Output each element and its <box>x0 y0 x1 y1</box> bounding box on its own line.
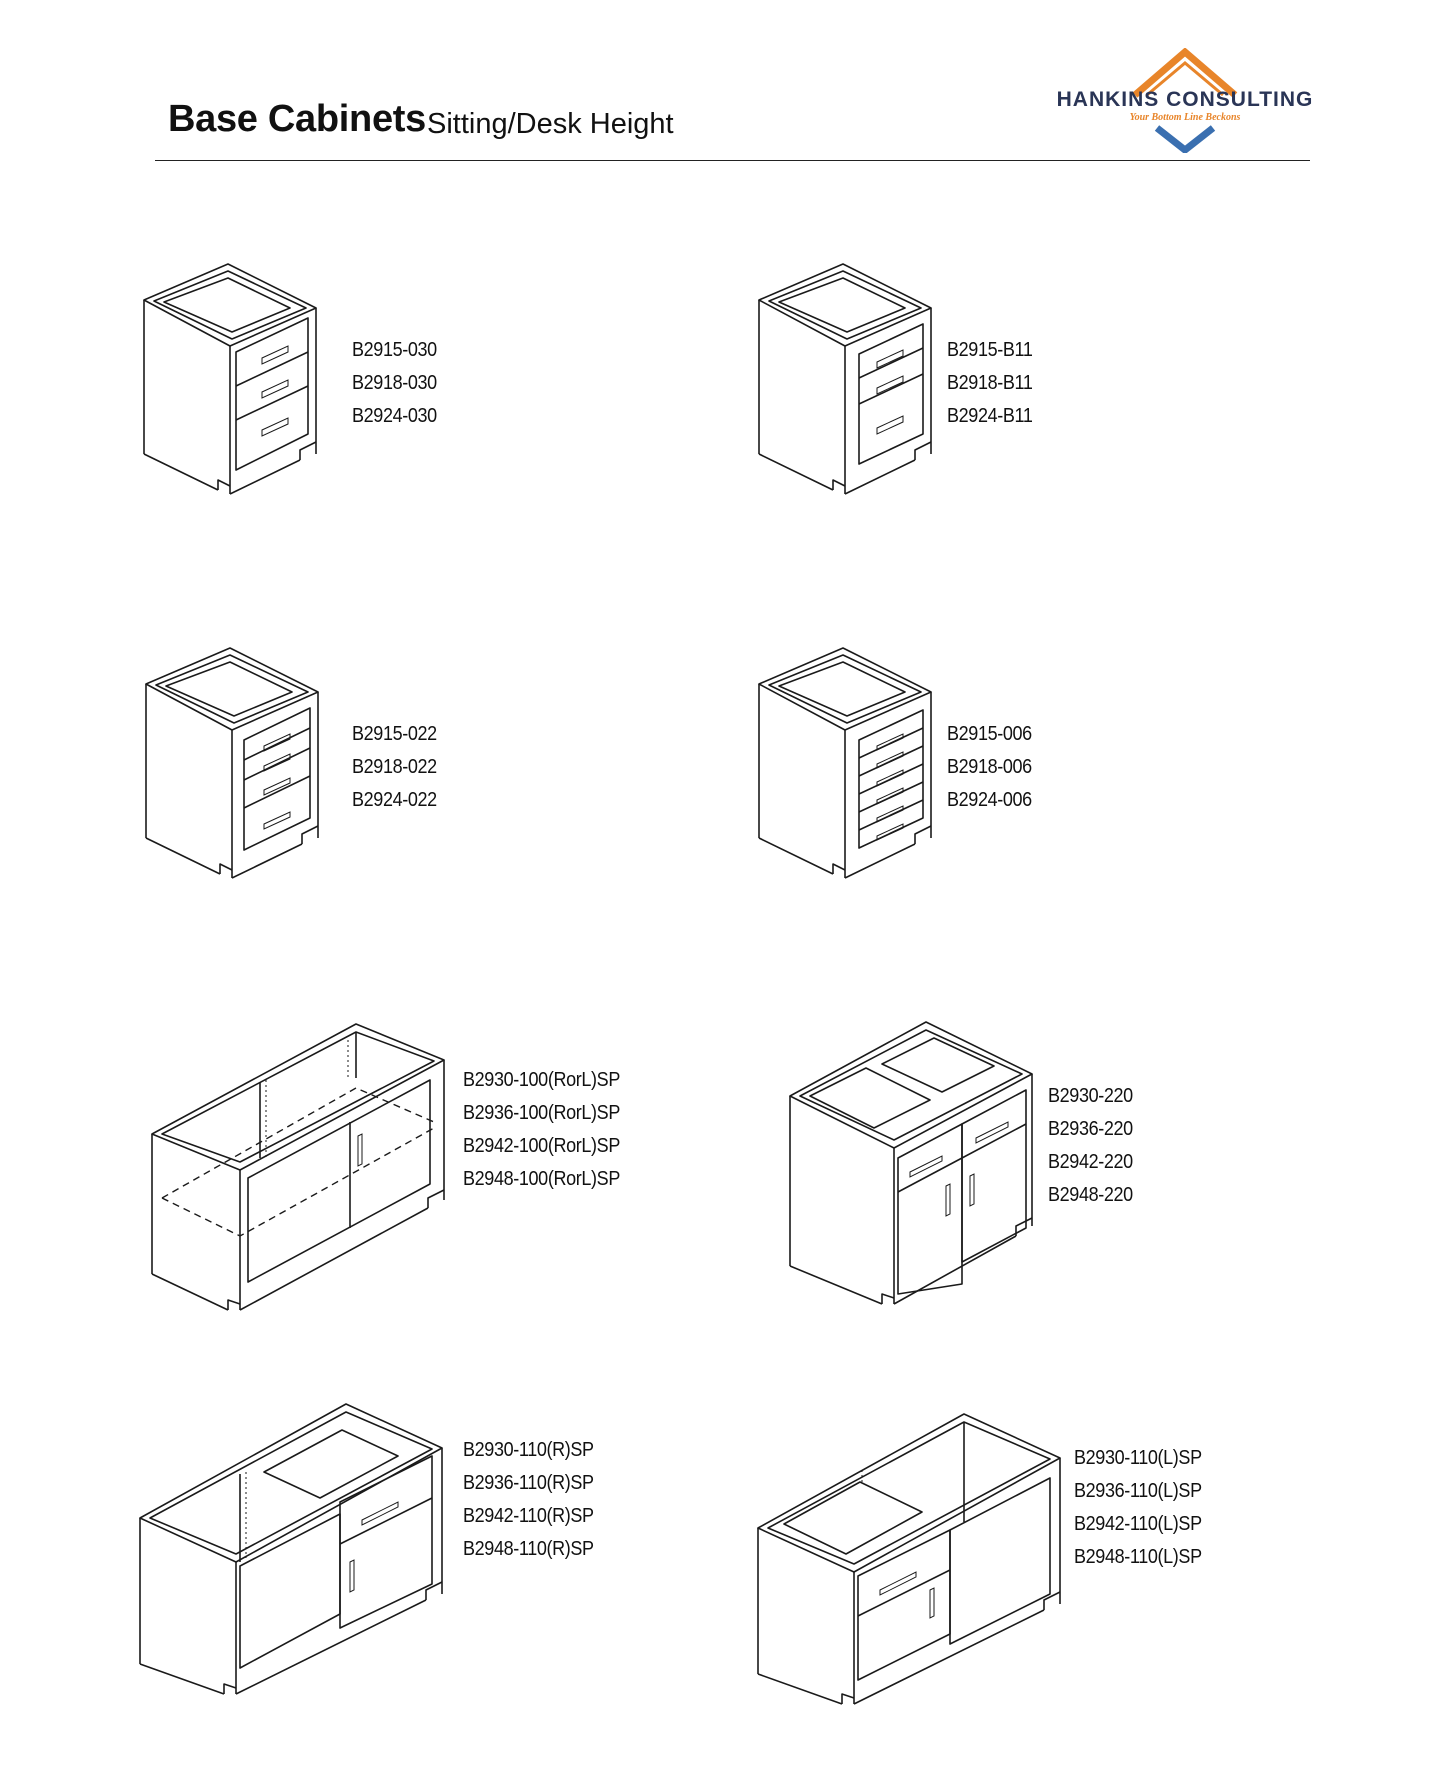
model-number: B2942-110(R)SP <box>463 1505 594 1527</box>
model-number: B2948-100(RorL)SP <box>463 1168 620 1190</box>
model-number: B2918-B11 <box>947 372 1033 394</box>
model-number: B2915-022 <box>352 723 437 745</box>
logo-tagline: Your Bottom Line Beckons <box>1129 112 1241 123</box>
model-number: B2918-006 <box>947 756 1032 778</box>
model-number: B2924-022 <box>352 789 437 811</box>
model-number: B2948-110(L)SP <box>1074 1546 1202 1568</box>
logo-name: HANKINS CONSULTING <box>1056 88 1314 111</box>
model-number: B2924-030 <box>352 405 437 427</box>
model-number: B2915-030 <box>352 339 437 361</box>
model-list <box>463 1064 637 1196</box>
cabinet-3-drawer-drawing <box>140 258 320 498</box>
cabinet-6-drawer-drawing <box>755 642 935 882</box>
model-number: B2924-006 <box>947 789 1032 811</box>
model-number: B2948-110(R)SP <box>463 1538 594 1560</box>
model-number: B2915-006 <box>947 723 1032 745</box>
header-divider <box>155 160 1310 161</box>
model-number: B2942-110(L)SP <box>1074 1513 1202 1535</box>
model-number: B2930-110(L)SP <box>1074 1447 1202 1469</box>
model-number: B2942-100(RorL)SP <box>463 1135 620 1157</box>
model-list <box>1048 1080 1142 1212</box>
model-number: B2918-030 <box>352 372 437 394</box>
model-number: B2936-220 <box>1048 1118 1133 1140</box>
model-list <box>1074 1442 1216 1574</box>
model-number: B2936-100(RorL)SP <box>463 1102 620 1124</box>
model-number: B2936-110(R)SP <box>463 1472 594 1494</box>
model-number: B2948-220 <box>1048 1184 1133 1206</box>
company-logo <box>1055 48 1315 153</box>
cabinet-right-knee-space-drawing <box>136 1398 446 1698</box>
page-title: Base Cabinets <box>168 98 426 140</box>
cabinet-4-drawer-drawing <box>142 642 322 882</box>
model-list <box>463 1434 608 1566</box>
cabinet-knee-space-drawing <box>148 1018 448 1318</box>
model-list <box>352 334 446 433</box>
model-number: B2930-220 <box>1048 1085 1133 1107</box>
page-header <box>0 0 1440 170</box>
model-list <box>947 718 1041 817</box>
model-number: B2915-B11 <box>947 339 1033 361</box>
model-list <box>352 718 446 817</box>
cabinet-2-drawer-2-door-drawing <box>786 1018 1036 1308</box>
model-number: B2930-110(R)SP <box>463 1439 594 1461</box>
page-subtitle: Sitting/Desk Height <box>427 108 674 140</box>
cabinet-left-knee-space-drawing <box>754 1408 1064 1708</box>
model-number: B2924-B11 <box>947 405 1033 427</box>
model-number: B2942-220 <box>1048 1151 1133 1173</box>
model-number: B2930-100(RorL)SP <box>463 1069 620 1091</box>
model-number: B2936-110(L)SP <box>1074 1480 1202 1502</box>
model-list <box>947 334 1042 433</box>
model-number: B2918-022 <box>352 756 437 778</box>
cabinet-3-drawer-file-drawing <box>755 258 935 498</box>
